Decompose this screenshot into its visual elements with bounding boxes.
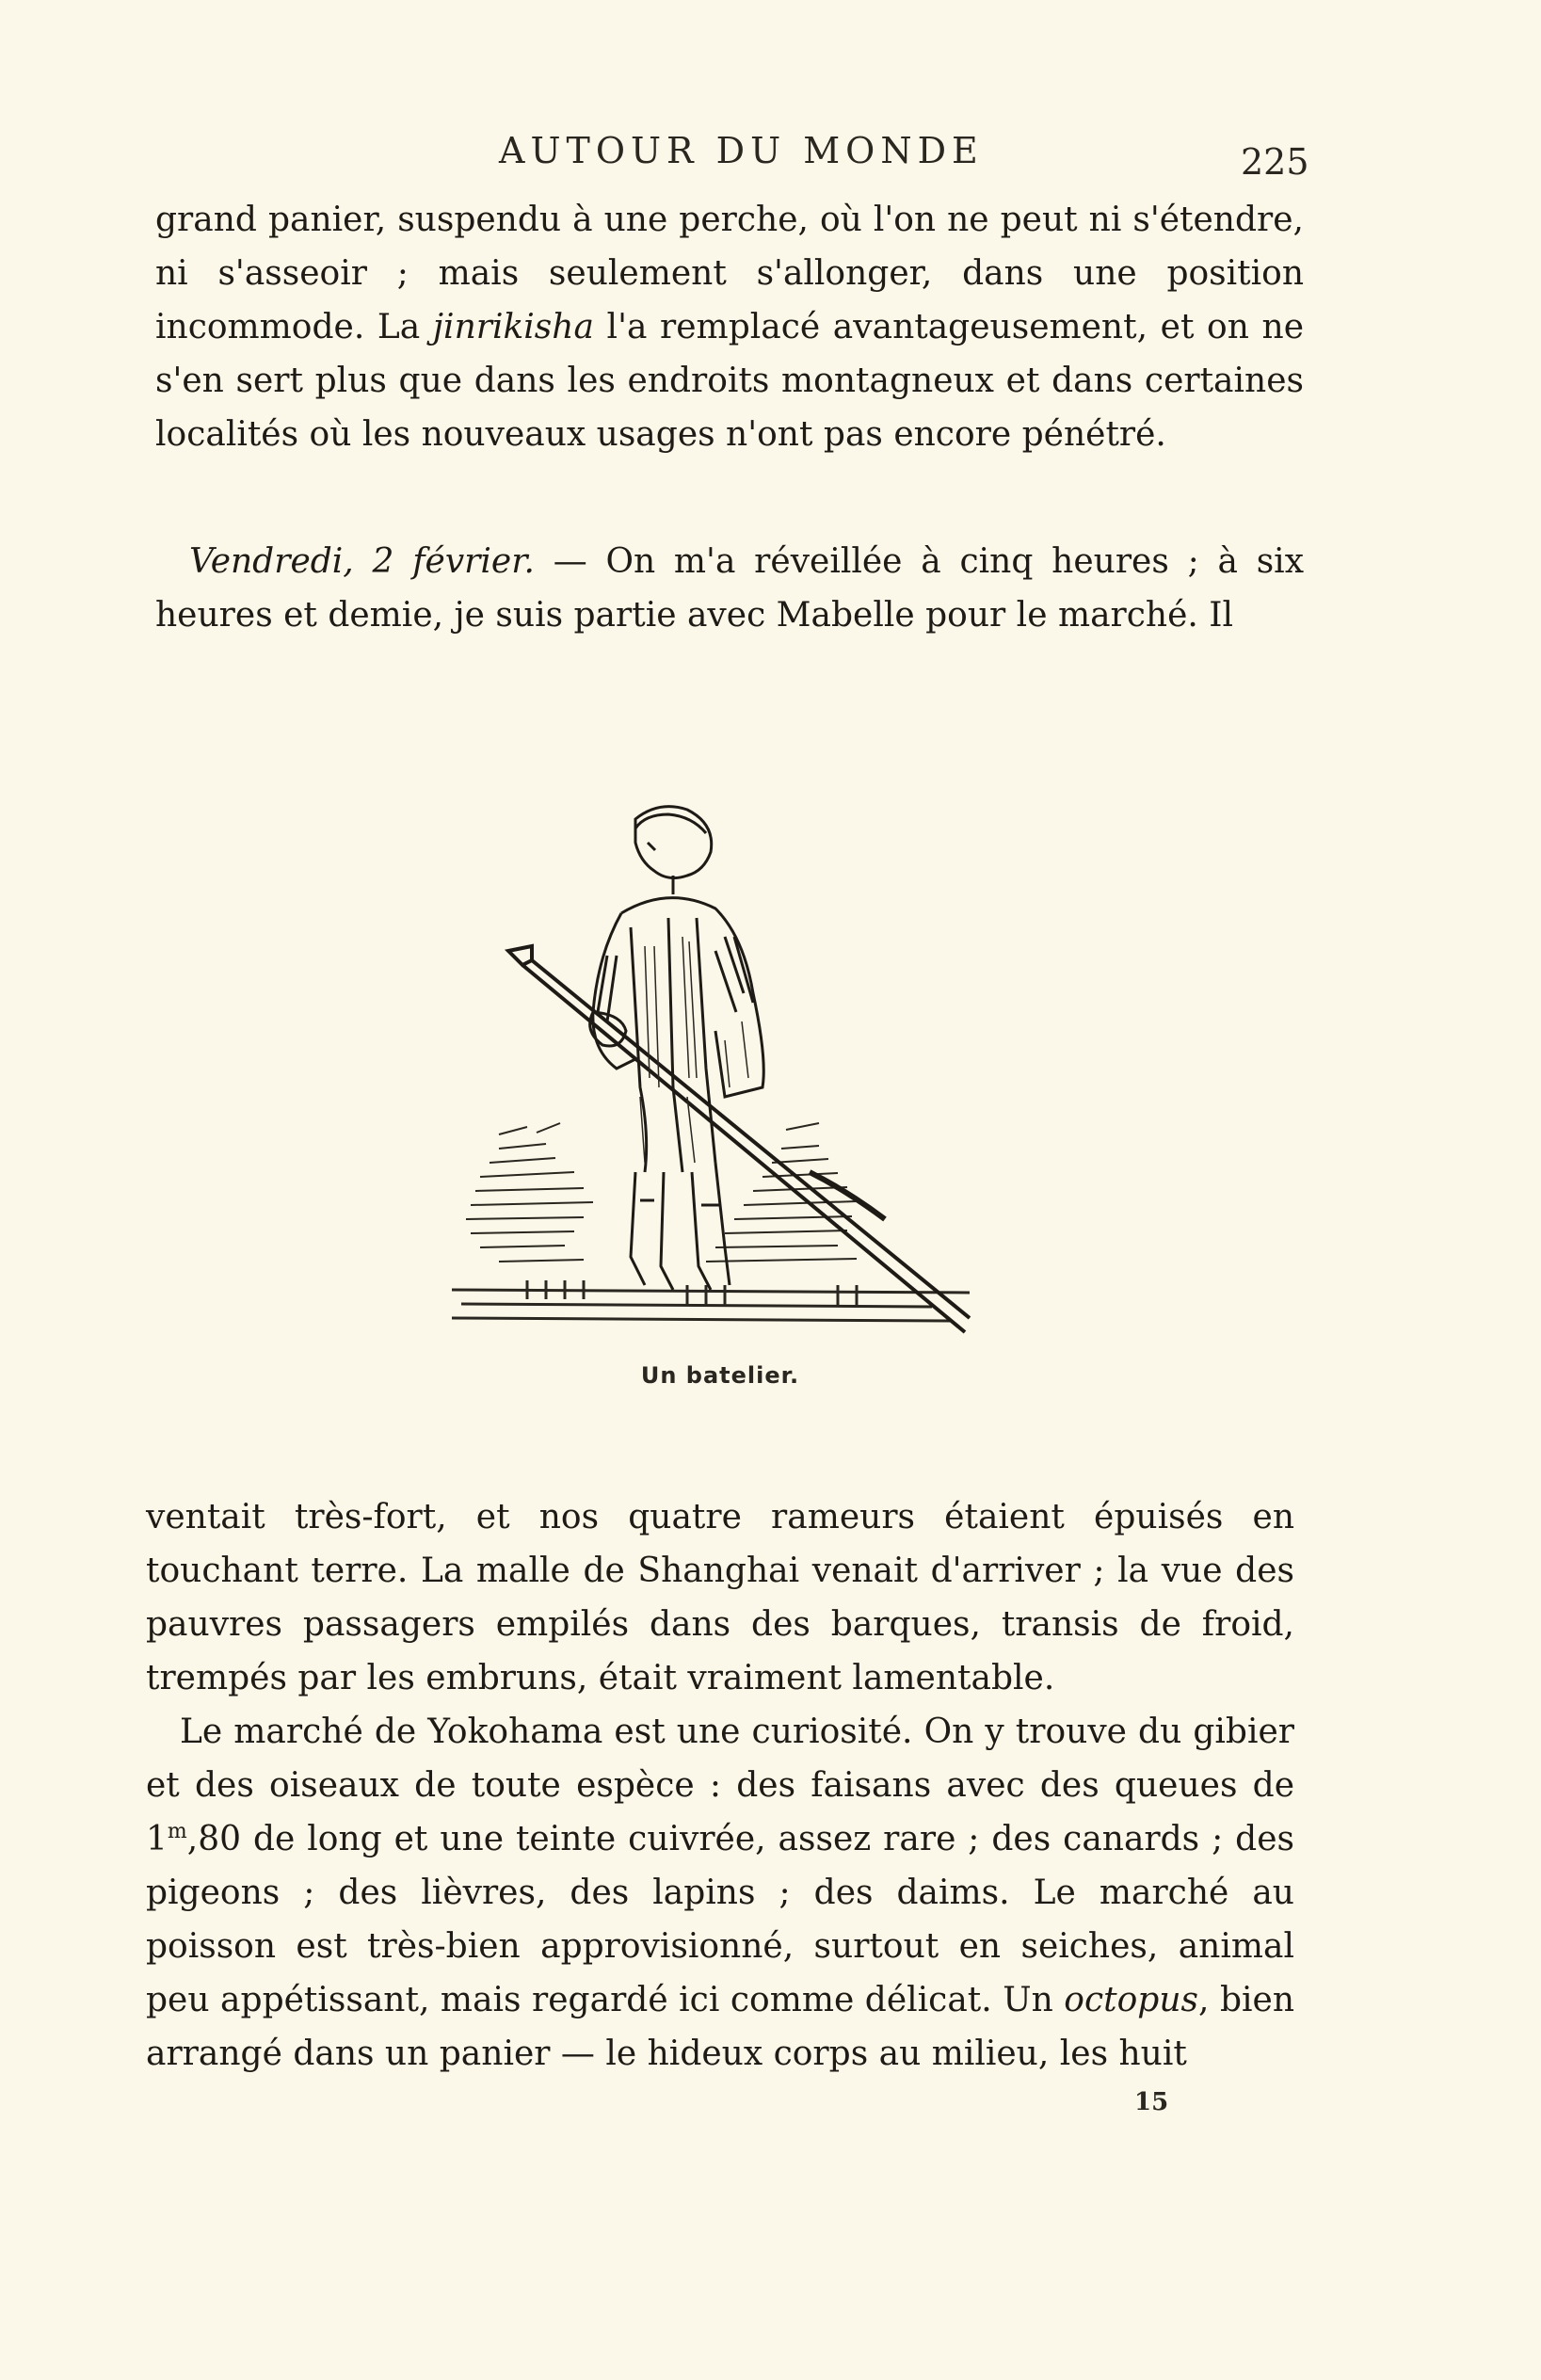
- paragraph-top-text: [155, 193, 1304, 461]
- paragraph-date: [155, 535, 1304, 642]
- paragraph-date-text: [155, 535, 1304, 642]
- paragraph-bottom-2-c: , bien arrangé dans un panier — le hideux corps au milieu, les huit: [146, 1981, 1295, 2073]
- paragraph-top-start: grand panier, suspendu à une perche, où l'on ne peut ni s'étendre, ni s'asseoir ; mais seulement s'allonger, dans une position incommode. La: [155, 201, 1304, 346]
- figure-caption: Un batelier.: [640, 1362, 800, 1389]
- boatman-engraving: [442, 777, 998, 1342]
- date-month: février.: [412, 542, 535, 581]
- paragraph-top-end: l'a remplacé avantageusement, et on ne s'en sert plus que dans les endroits montagneux et dans certaines localités où les nouveaux usages n'ont pas encore pénétré.: [155, 308, 1305, 454]
- meter-superscript: m: [167, 1820, 187, 1843]
- paragraph-bottom-2-b: ,80 de long et une teinte cuivrée, assez rare ; des canards ; des pigeons ; des lièvres, des lapins ; des daims. Le marché au poisson est très-bien approvisionné, surtout en seiches, animal peu appétissant, mais regardé ici comme délicat. Un: [146, 1820, 1294, 2019]
- paragraph-date-body: — On m'a réveillée à cinq heures ; à six heures et demie, je suis partie avec Mabelle pour le marché. Il: [155, 542, 1305, 635]
- paragraph-bottom-1: ventait très-fort, et nos quatre rameurs étaient épuisés en touchant terre. La malle de Shanghai venait d'arriver ; la vue des pauvres passagers empilés dans des barques, transis de froid, trempés par les embruns, était vraiment lamentable.: [146, 1498, 1294, 1697]
- boat-deck: [452, 1280, 970, 1321]
- boatman-figure: [590, 807, 764, 1290]
- paragraph-bottom: [146, 1490, 1294, 2081]
- octopus-term: octopus: [1064, 1981, 1198, 2019]
- running-head: AUTOUR DU MONDE: [499, 130, 984, 171]
- paragraph-top: [155, 193, 1304, 461]
- date-day: 2: [372, 542, 394, 581]
- date-weekday: Vendredi,: [189, 542, 354, 581]
- signature-mark: 15: [1134, 2088, 1169, 2116]
- oar: [508, 946, 970, 1332]
- boatman-illustration: [442, 777, 998, 1342]
- paragraph-bottom-2: [146, 1705, 1294, 2081]
- paragraph-bottom-2-a: Le marché de Yokohama est une curiosité. On y trouve du gibier et des oiseaux de toute espèce : des faisans avec des queues de 1: [146, 1713, 1294, 1858]
- robe-shading: [640, 937, 748, 1163]
- jinrikisha-term: jinrikisha: [432, 308, 594, 346]
- page-number: 225: [1241, 141, 1309, 183]
